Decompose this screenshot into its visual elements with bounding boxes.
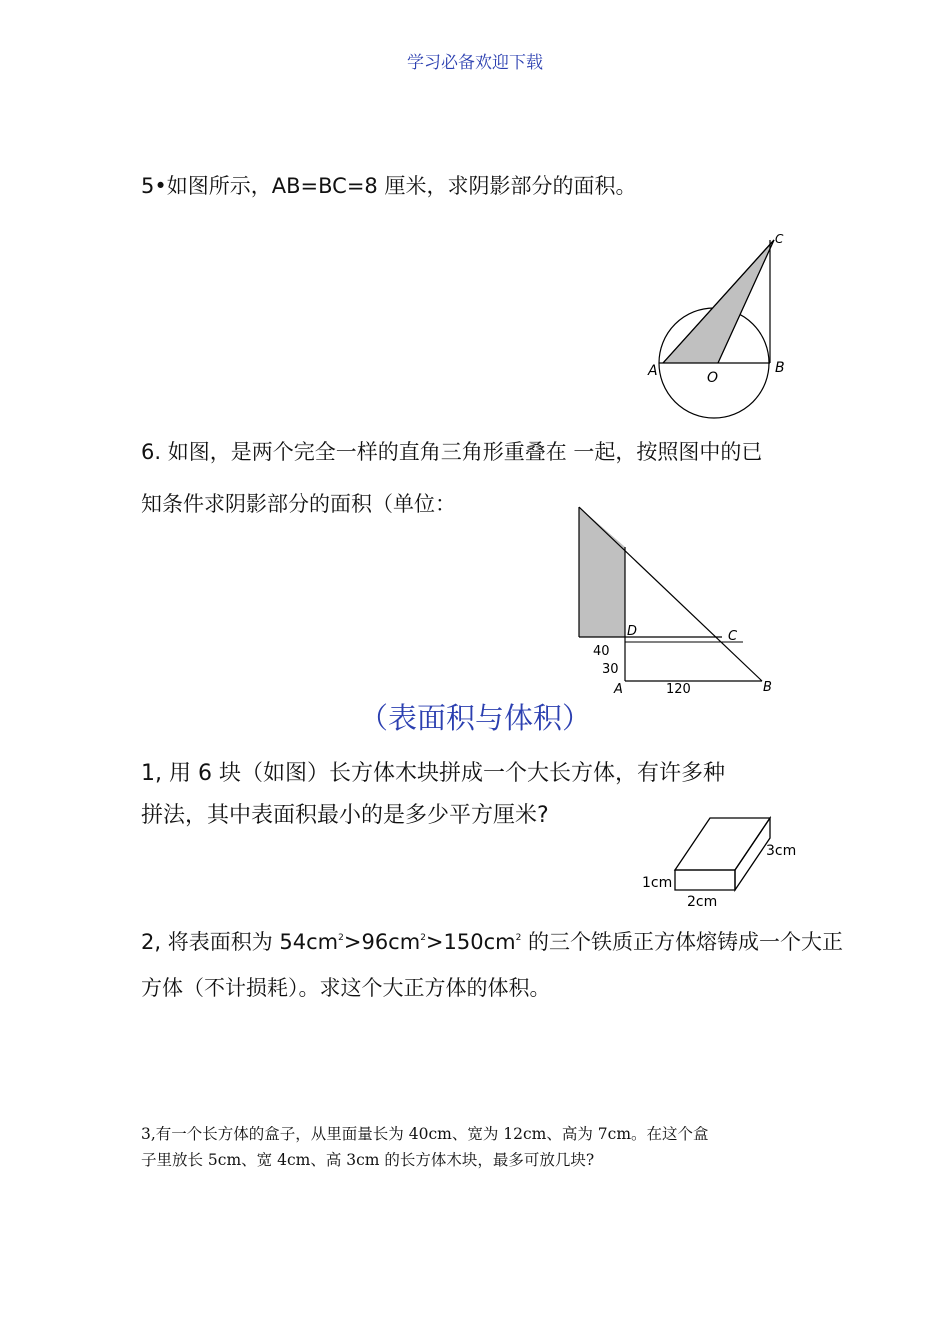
label-b: B — [775, 360, 785, 376]
problem-3-line-2: 子里放长 5cm、宽 4cm、高 3cm 的长方体木块，最多可放几块? — [141, 1151, 595, 1169]
cuboid-figure — [635, 810, 810, 910]
label-c: C — [775, 232, 784, 246]
label-d: D — [627, 624, 638, 639]
problem-2-line-2: 方体（不计损耗）。求这个大正方体的体积。 — [141, 976, 551, 1000]
label-40: 40 — [593, 644, 610, 659]
problem-3-line-1: 3,有一个长方体的盒子，从里面量长为 40cm、宽为 12cm、高为 7cm。在这个盒 — [141, 1125, 709, 1143]
label-3cm: 3cm — [766, 843, 797, 859]
section-title: （表面积与体积） — [358, 701, 591, 735]
circle-triangle-figure — [640, 230, 800, 430]
label-2cm: 2cm — [687, 894, 718, 910]
shaded-region — [579, 507, 625, 637]
question-6-line-2: 知条件求阴影部分的面积（单位： — [141, 492, 456, 516]
label-c: C — [728, 629, 738, 644]
problem-1-line-1: 1, 用 6 块（如图）长方体木块拼成一个大长方体，有许多种 — [141, 761, 725, 786]
overlapping-triangles-figure — [570, 500, 790, 700]
problem-2-line-1: 2, 将表面积为 $54cm^2>96cm^2>150cm^2$ 的三个铁质正方体熔铸成一个大正 — [141, 930, 844, 954]
label-30: 30 — [602, 662, 619, 677]
label-1cm: 1cm — [642, 875, 673, 891]
label-a: A — [648, 363, 658, 379]
problem-1-line-2: 拼法，其中表面积最小的是多少平方厘米? — [141, 803, 549, 828]
label-o: O — [707, 370, 719, 386]
page-header: 学习必备欢迎下载 — [407, 53, 543, 73]
question-5-text: 5•如图所示，AB=BC=8 厘米，求阴影部分的面积。 — [141, 174, 637, 198]
label-a: A — [614, 682, 623, 697]
question-6-line-1: 6. 如图，是两个完全一样的直角三角形重叠在 一起，按照图中的已 — [141, 440, 763, 464]
label-120: 120 — [666, 682, 691, 697]
label-b: B — [763, 680, 772, 695]
